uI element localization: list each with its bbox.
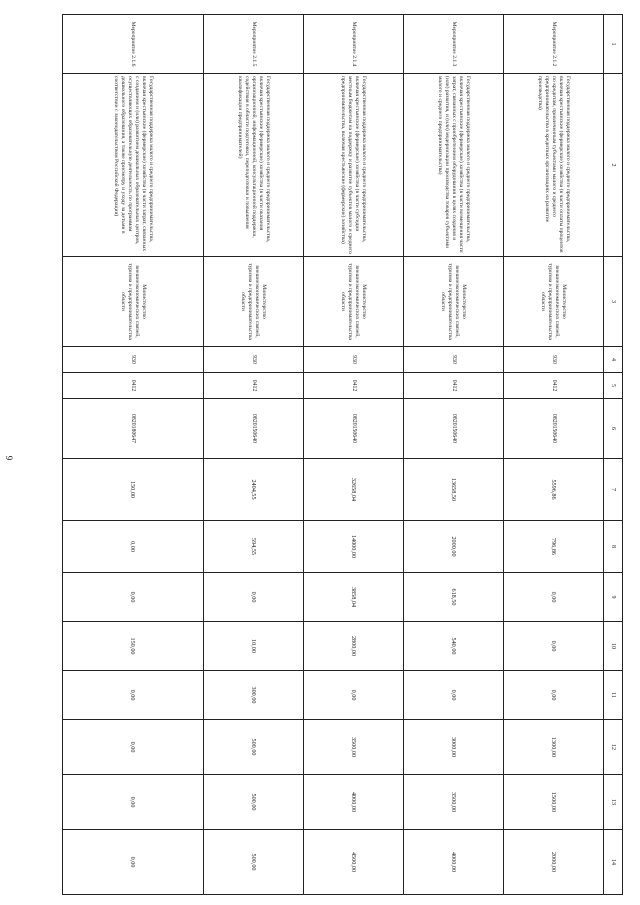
value-col-7: 2404,55 [204, 459, 304, 521]
value-col-9: 0,00 [204, 573, 304, 622]
value-col-12: 3500,00 [304, 720, 404, 775]
event-id: Мероприятие 2.1.2 [504, 15, 604, 74]
value-col-14: 4000,00 [404, 830, 504, 895]
value-col-9: 0,00 [63, 573, 204, 622]
event-description: Государственная поддержка малого и среднего предпринимательства, включая крестьянские (фермерские) хозяйства (в части затрат, связанных с созданием и (или) развитием дошкольных образовательных центров, осуществляющих образовательную деятельность по программам дошкольного образования, а также присмотру и уходу за детьми в соответствии с законодательством Российской Федерации) [63, 74, 204, 257]
column-header: 5 [604, 373, 623, 399]
value-col-12: 1300,00 [504, 720, 604, 775]
column-header: 13 [604, 775, 623, 830]
value-col-12: 3000,00 [404, 720, 504, 775]
table-row [504, 15, 604, 895]
value-col-11: 0,00 [504, 671, 604, 720]
value-col-10: 540,00 [404, 622, 504, 671]
value-col-10: 0,00 [504, 622, 604, 671]
grbs-code: 930 [404, 347, 504, 373]
table-row [404, 15, 504, 895]
event-id: Мероприятие 2.1.6 [63, 15, 204, 74]
table-row [204, 15, 304, 895]
value-col-9: 3858,04 [304, 573, 404, 622]
column-header: 10 [604, 622, 623, 671]
grbs-code: 930 [504, 347, 604, 373]
value-col-9: 0,00 [504, 573, 604, 622]
budget-table [62, 14, 623, 895]
event-id: Мероприятие 2.1.4 [304, 15, 404, 74]
table-row [63, 15, 204, 895]
value-col-13: 0,00 [63, 775, 204, 830]
value-col-7: 150,00 [63, 459, 204, 521]
column-header: 1 [604, 15, 623, 74]
value-col-8: 0,00 [63, 521, 204, 573]
value-col-13: 4000,00 [304, 775, 404, 830]
executor: Министерство внешнеэкономических связей, туризма и предпринимательства области [304, 257, 404, 347]
rzpr-code: 0412 [404, 373, 504, 399]
value-col-7: 5596,86 [504, 459, 604, 521]
value-col-8: 594,55 [204, 521, 304, 573]
table-header-row [604, 15, 623, 895]
csr-code: 0820180647 [63, 399, 204, 459]
value-col-11: 0,00 [404, 671, 504, 720]
value-col-10: 150,00 [63, 622, 204, 671]
value-col-13: 500,00 [204, 775, 304, 830]
event-id: Мероприятие 2.1.5 [204, 15, 304, 74]
value-col-14: 2000,00 [504, 830, 604, 895]
rzpr-code: 0412 [63, 373, 204, 399]
rzpr-code: 0412 [204, 373, 304, 399]
value-col-13: 1500,00 [504, 775, 604, 830]
grbs-code: 930 [204, 347, 304, 373]
value-col-11: 0,00 [63, 671, 204, 720]
value-col-12: 500,00 [204, 720, 304, 775]
value-col-8: 796,86 [504, 521, 604, 573]
value-col-7: 13658,50 [404, 459, 504, 521]
value-col-14: 0,00 [63, 830, 204, 895]
page-number: 9 [4, 455, 14, 461]
grbs-code: 930 [304, 347, 404, 373]
value-col-10: 10,00 [204, 622, 304, 671]
column-header: 7 [604, 459, 623, 521]
event-description: Государственная поддержка малого и среднего предпринимательства, включая крестьянские (фермерские) хозяйства (в части оказания организационной, информационной, консультационной поддержки, содействия в области подготовки, переподготовки и повышения квалификации предпринимателей) [204, 74, 304, 257]
rzpr-code: 0412 [504, 373, 604, 399]
column-header: 8 [604, 521, 623, 573]
value-col-7: 32658,04 [304, 459, 404, 521]
csr-code: 0820150640 [304, 399, 404, 459]
grbs-code: 930 [63, 347, 204, 373]
executor: Министерство внешнеэкономических связей, туризма и предпринимательства области [404, 257, 504, 347]
value-col-14: 4500,00 [304, 830, 404, 895]
value-col-10: 2800,00 [304, 622, 404, 671]
csr-code: 0820150640 [504, 399, 604, 459]
event-description: Государственная поддержка малого и среднего предпринимательства, включая крестьянские (фермерские) хозяйства (в части возмещения части затрат, связанных с приобретением оборудования в целях создания и (или) развития, и (или) модернизации производства товаров субъектами малого и среднего предпринимательства) [404, 74, 504, 257]
csr-code: 0820150640 [204, 399, 304, 459]
value-col-11: 300,00 [204, 671, 304, 720]
value-col-11: 0,00 [304, 671, 404, 720]
value-col-8: 14000,00 [304, 521, 404, 573]
column-header: 2 [604, 74, 623, 257]
column-header: 3 [604, 257, 623, 347]
executor: Министерство внешнеэкономических связей, туризма и предпринимательства области [504, 257, 604, 347]
executor: Министерство внешнеэкономических связей, туризма и предпринимательства области [63, 257, 204, 347]
value-col-13: 3500,00 [404, 775, 504, 830]
value-col-14: 500,00 [204, 830, 304, 895]
value-col-12: 0,00 [63, 720, 204, 775]
column-header: 6 [604, 399, 623, 459]
rotated-table-frame [78, 14, 623, 894]
column-header: 14 [604, 830, 623, 895]
table-row [304, 15, 404, 895]
value-col-9: 618,50 [404, 573, 504, 622]
column-header: 4 [604, 347, 623, 373]
event-description: Государственная поддержка малого и среднего предпринимательства, включая крестьянские (фермерские) хозяйства (в части субсидии местным бюджетам на поддержку и развитие субъектов малого и среднего предпринимательства, включая крестьянские (фермерские) хозяйства) [304, 74, 404, 257]
value-col-8: 2000,00 [404, 521, 504, 573]
rotated-table-container [78, 14, 623, 894]
csr-code: 0820150640 [404, 399, 504, 459]
column-header: 9 [604, 573, 623, 622]
executor: Министерство внешнеэкономических связей, туризма и предпринимательства области [204, 257, 304, 347]
event-description: Государственная поддержка малого и среднего предпринимательства, включая крестьянские (фермерские) хозяйства (в части оплаты процентов по кредитам, привлеченным субъектами малого и среднего предпринимательства в кредитных организациях на развитие производства) [504, 74, 604, 257]
column-header: 12 [604, 720, 623, 775]
rzpr-code: 0412 [304, 373, 404, 399]
column-header: 11 [604, 671, 623, 720]
event-id: Мероприятие 2.1.3 [404, 15, 504, 74]
